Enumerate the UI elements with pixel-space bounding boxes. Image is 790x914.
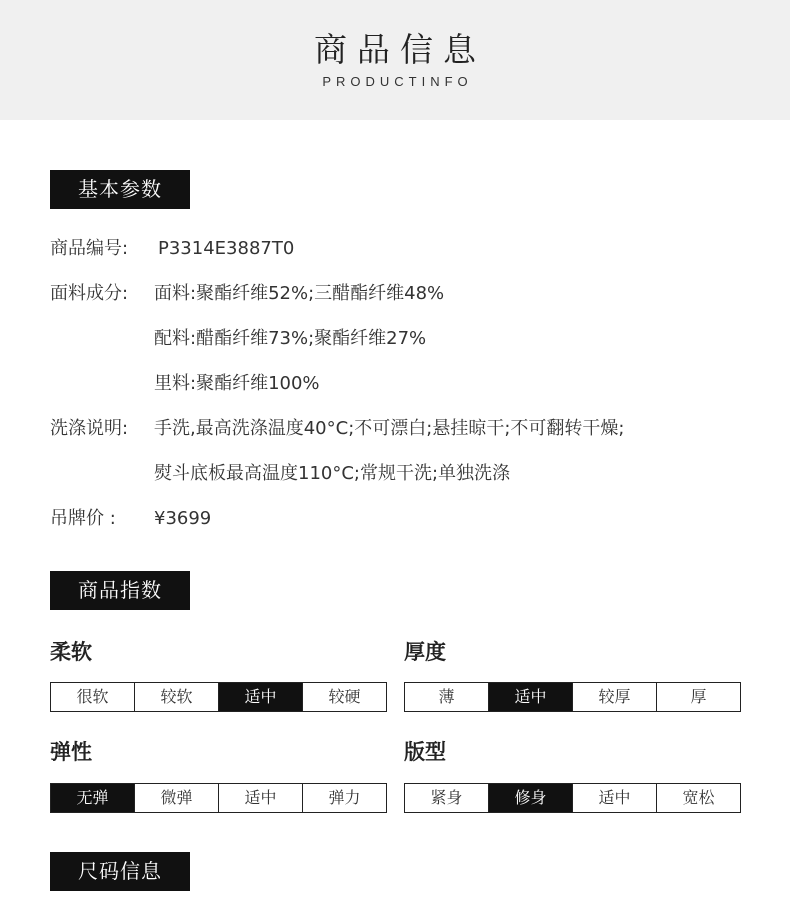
param-material-line1: 面料:聚酯纤维52%;三醋酯纤维48% <box>154 283 445 304</box>
metric-fit-title: 版型 <box>404 740 446 764</box>
param-wash-label: 洗涤说明: <box>50 418 129 439</box>
section-size-info: 尺码信息 <box>50 852 190 891</box>
param-row-code <box>50 237 295 261</box>
page-title: 商品信息 <box>314 30 486 69</box>
metric-thickness-scale <box>404 682 741 712</box>
param-code-value: P3314E3887T0 <box>158 238 295 259</box>
fit-option: 适中 <box>573 784 657 812</box>
elasticity-option: 适中 <box>219 784 303 812</box>
param-price-label: 吊牌价 : <box>50 508 116 529</box>
thickness-option: 薄 <box>405 683 489 711</box>
param-row-price <box>50 507 212 531</box>
param-price-value: ¥3699 <box>154 508 212 529</box>
metric-elasticity-scale <box>50 783 387 813</box>
elasticity-option: 微弹 <box>135 784 219 812</box>
softness-option: 较硬 <box>328 687 361 706</box>
softness-option: 较软 <box>135 683 219 711</box>
thickness-option: 适中 <box>489 683 573 711</box>
metric-fit-scale <box>404 783 741 813</box>
page-subtitle: PRODUCTINFO <box>322 74 473 89</box>
elasticity-option: 无弹 <box>51 784 135 812</box>
param-wash-line1: 手洗,最高洗涤温度40°C;不可漂白;悬挂晾干;不可翻转干燥; <box>154 418 625 439</box>
thickness-option: 厚 <box>690 687 707 706</box>
thickness-option: 较厚 <box>573 683 657 711</box>
metric-thickness-title: 厚度 <box>404 640 446 664</box>
param-code-label: 商品编号: <box>50 238 129 259</box>
softness-option: 很软 <box>51 683 135 711</box>
elasticity-option: 弹力 <box>328 788 361 807</box>
param-material-label: 面料成分: <box>50 283 129 304</box>
metric-softness-scale <box>50 682 387 712</box>
param-material-line3: 里料:聚酯纤维100% <box>154 373 320 394</box>
fit-option: 修身 <box>489 784 573 812</box>
metric-elasticity-title: 弹性 <box>50 740 92 764</box>
param-row-wash <box>50 417 625 441</box>
product-info-header <box>0 0 790 120</box>
section-basic-params: 基本参数 <box>50 170 190 209</box>
param-wash-line2: 熨斗底板最高温度110°C;常规干洗;单独洗涤 <box>154 463 511 484</box>
metric-softness-title: 柔软 <box>50 640 92 664</box>
softness-option: 适中 <box>219 683 303 711</box>
param-material-line2: 配料:醋酯纤维73%;聚酯纤维27% <box>154 328 427 349</box>
fit-option: 紧身 <box>405 784 489 812</box>
section-product-index: 商品指数 <box>50 571 190 610</box>
param-row-material <box>50 282 445 306</box>
fit-option: 宽松 <box>682 788 715 807</box>
